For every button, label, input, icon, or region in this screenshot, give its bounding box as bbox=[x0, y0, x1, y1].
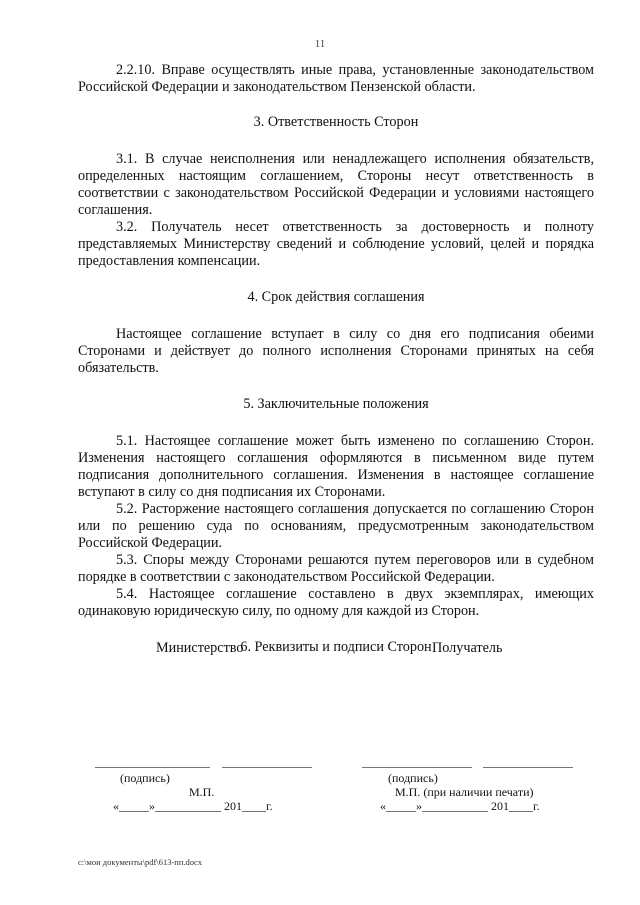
party-ministry-label: Министерство bbox=[156, 640, 244, 656]
left-stamp-label: М.П. bbox=[189, 785, 215, 799]
left-name-line bbox=[222, 767, 312, 768]
right-date-line: «_____»___________ 201____г. bbox=[380, 799, 540, 813]
party-recipient-label: Получатель bbox=[432, 640, 503, 656]
left-date-line: «_____»___________ 201____г. bbox=[113, 799, 273, 813]
section-6-heading: 6. Реквизиты и подписи Сторон bbox=[240, 639, 432, 655]
section-5-heading: 5. Заключительные положения bbox=[243, 396, 429, 412]
paragraph-5-1: 5.1. Настоящее соглашение может быть изменено по соглашению Сторон. Изменения настоящего соглашения оформляются в письменном виде путем подписания дополнительного соглашения. Изменения в настоящее соглашение вступают в силу со дня подписания их Сторонами. bbox=[78, 433, 594, 500]
section-3-heading: 3. Ответственность Сторон bbox=[253, 114, 419, 130]
file-path-footer: c:\мои документы\pdf\613-пп.docx bbox=[78, 857, 203, 867]
section-4-heading: 4. Срок действия соглашения bbox=[247, 289, 425, 305]
paragraph-5-4: 5.4. Настоящее соглашение составлено в двух экземплярах, имеющих одинаковую юридическую силу, по одному для каждой из Сторон. bbox=[78, 586, 594, 619]
right-signature-line bbox=[362, 767, 472, 768]
paragraph-5-2: 5.2. Расторжение настоящего соглашения допускается по соглашению Сторон или по решению суда по основаниям, предусмотренным законодательством Российской Федерации. bbox=[78, 501, 594, 551]
paragraph-2-2-10: 2.2.10. Вправе осуществлять иные права, установленные законодательством Российской Федерации и законодательством Пензенской области. bbox=[78, 62, 594, 95]
page-number: 11 bbox=[314, 38, 326, 50]
paragraph-3-1: 3.1. В случае неисполнения или ненадлежащего исполнения обязательств, определенных настоящим соглашением, Стороны несут ответственность в соответствии с законодательством Российской Федерации и условиями настоящего соглашения. bbox=[78, 151, 594, 218]
paragraph-3-2: 3.2. Получатель несет ответственность за достоверность и полноту представляемых Министерству сведений и соблюдение условий, целей и порядка предоставления компенсации. bbox=[78, 219, 594, 269]
right-signature-caption: (подпись) bbox=[388, 771, 438, 785]
paragraph-4-1: Настоящее соглашение вступает в силу со дня его подписания обеими Сторонами и действует до полного исполнения Сторонами принятых на себя обязательств. bbox=[78, 326, 594, 376]
right-stamp-label: М.П. (при наличии печати) bbox=[395, 785, 534, 799]
left-signature-line bbox=[95, 767, 210, 768]
document-body bbox=[78, 62, 594, 676]
paragraph-5-3: 5.3. Споры между Сторонами решаются путем переговоров или в судебном порядке в соответствии с законодательством Российской Федерации. bbox=[78, 552, 594, 585]
left-signature-caption: (подпись) bbox=[120, 771, 170, 785]
right-name-line bbox=[483, 767, 573, 768]
